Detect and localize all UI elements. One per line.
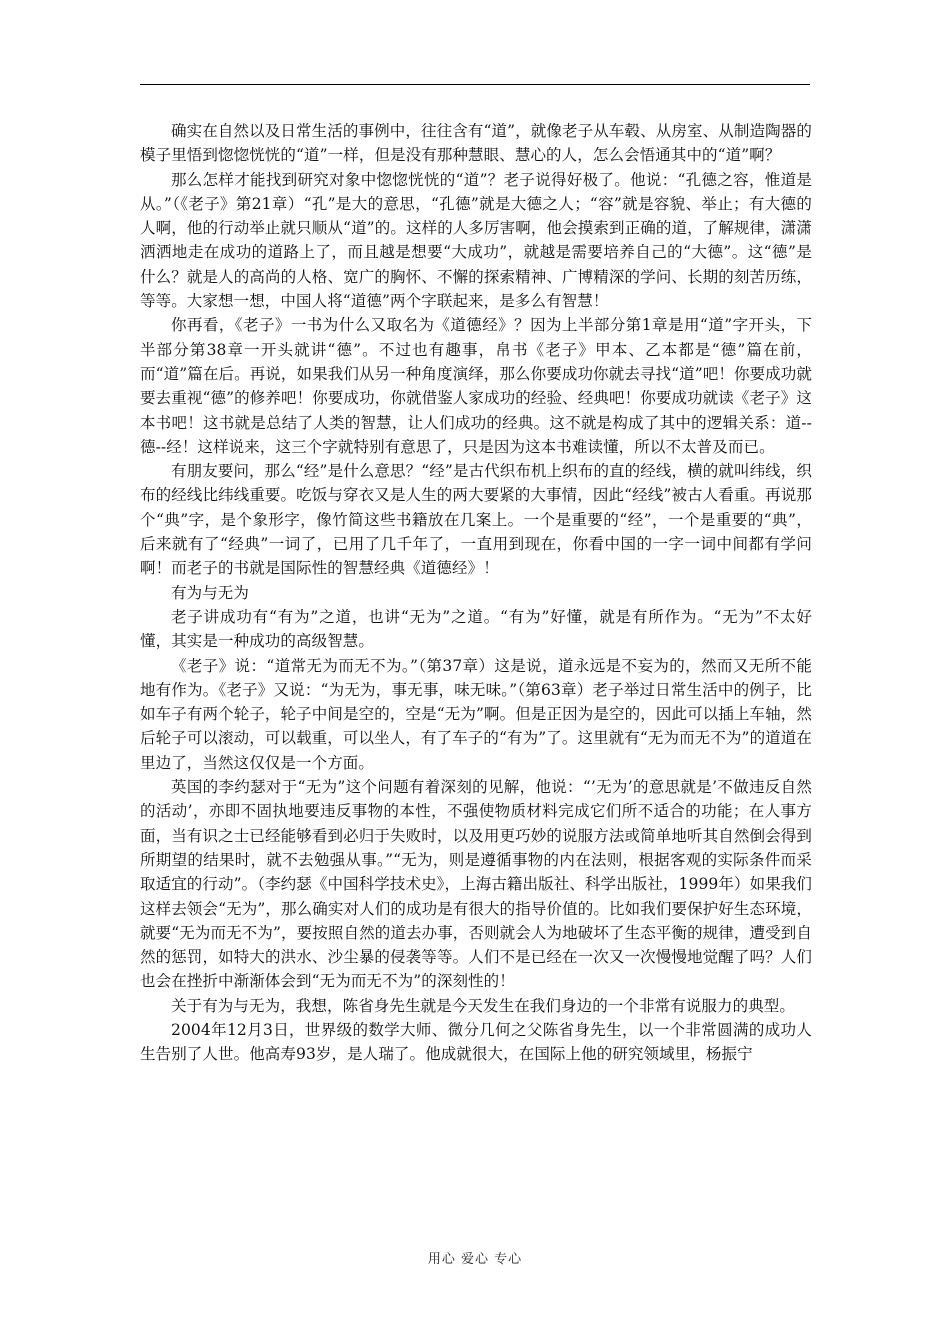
paragraph: 《老子》说：“道常无为而无不为。”（第37章）这是说，道永远是不妄为的，然而又无所不能地有作为。《老子》又说：“为无为，事无事，味无味。”（第63章）老子举过日常生活中的例子，比如车子有两个轮子，轮子中间是空的，空是“无为”啊。但是正因为是空的，因此可以插上车轴，然后轮子可以滚动，可以载重，可以坐人，有了车子的“有为”了。这里就有“无为而无不为”的道道在里边了，当然这仅仅是一个方面。 [140,656,812,772]
paragraph: 英国的李约瑟对于“无为”这个问题有着深刻的见解，他说：“’无为’的意思就是’不做违反自然的活动’，亦即不固执地要违反事物的本性，不强使物质材料完成它们所不适合的功能；在人事方面，当有识之士已经能够看到必归于失败时，以及用更巧妙的说服方法或简单地听其自然倒会得到所期望的结果时，就不去勉强从事。”“无为，则是遵循事物的内在法则，根据客观的实际条件而采取适宜的行动”。（李约瑟《中国科学技术史》，上海古籍出版社、科学出版社，1999年）如果我们这样去领会“无为”，那么确实对人们的成功是有很大的指导价值的。比如我们要保护好生态环境，就要“无为而无不为”，要按照自然的道去办事，否则就会人为地破坏了生态平衡的规律，遭受到自然的惩罚，如特大的洪水、沙尘暴的侵袭等等。人们不是已经在一次又一次慢慢地觉醒了吗？人们也会在挫折中渐渐体会到“无为而无不为”的深刻性的！ [140,778,812,991]
paragraph: 有朋友要问，那么“经”是什么意思？“经”是古代织布机上织布的直的经线，横的就叫纬线，织布的经线比纬线重要。吃饭与穿衣又是人生的两大要紧的大事情，因此“经线”被古人看重。再说那个“典”字，是个象形字，像竹简这些书籍放在几案上。一个是重要的“经”，一个是重要的“典”，后来就有了“经典”一词了，已用了几千年了，一直用到现在，你看中国的一字一词中间都有学问啊！而老子的书就是国际性的智慧经典《道德经》！ [140,462,812,578]
paragraph: 老子讲成功有“有为”之道，也讲“无为”之道。“有为”好懂，就是有所作为。“无为”不太好懂，其实是一种成功的高级智慧。 [140,607,812,651]
section-heading: 有为与无为 [171,583,250,602]
paragraph: 2004年12月3日，世界级的数学大师、微分几何之父陈省身先生，以一个非常圆满的成功人生告别了人世。他高寿93岁，是人瑞了。他成就很大，在国际上他的研究领域里，杨振宁 [140,1020,812,1064]
header-rule [140,84,810,85]
document-body [140,119,812,1067]
paragraph: 确实在自然以及日常生活的事例中，往往含有“道”，就像老子从车毂、从房室、从制造陶器的模子里悟到惚惚恍恍的“道”一样，但是没有那种慧眼、慧心的人，怎么会悟通其中的“道”啊？ [140,122,812,165]
paragraph: 你再看，《老子》一书为什么又取名为《道德经》？因为上半部分第1章是用“道”字开头，下半部分第38章一开头就讲“德”。不过也有趣事，帛书《老子》甲本、乙本都是“德”篇在前，而“道”篇在后。再说，如果我们从另一种角度演绎，那么你要成功你就去寻找“道”吧！你要成功就要去重视“德”的修养吧！你要成功，你就借鉴人家成功的经验、经典吧！你要成功就读《老子》这本书吧！这书就是总结了人类的智慧，让人们成功的经典。这不就是构成了其中的逻辑关系：道--德--经！这样说来，这三个字就特别有意思了，只是因为这本书难读懂，所以不太普及而已。 [140,316,812,456]
page-footer: 用心 爱心 专心 [427,1252,523,1267]
paragraph: 那么怎样才能找到研究对象中惚惚恍恍的“道”？老子说得好极了。他说：“孔德之容，惟道是从。”（《老子》第21章）“孔”是大的意思，“孔德”就是大德之人；“容”就是容貌、举止；有大德的人啊，他的行动举止就只顺从“道”的。这样的人多厉害啊，他会摸索到正确的道，了解规律，潇潇洒洒地走在成功的道路上了，而且越是想要“大成功”，就越是需要培养自己的“大德”。这“德”是什么？就是人的高尚的人格、宽广的胸怀、不懈的探索精神、广博精深的学问、长期的刻苦历练，等等。大家想一想，中国人将“道德”两个字联起来，是多么有智慧！ [140,170,812,311]
paragraph: 关于有为与无为，我想，陈省身先生就是今天发生在我们身边的一个非常有说服力的典型。 [171,996,796,1015]
